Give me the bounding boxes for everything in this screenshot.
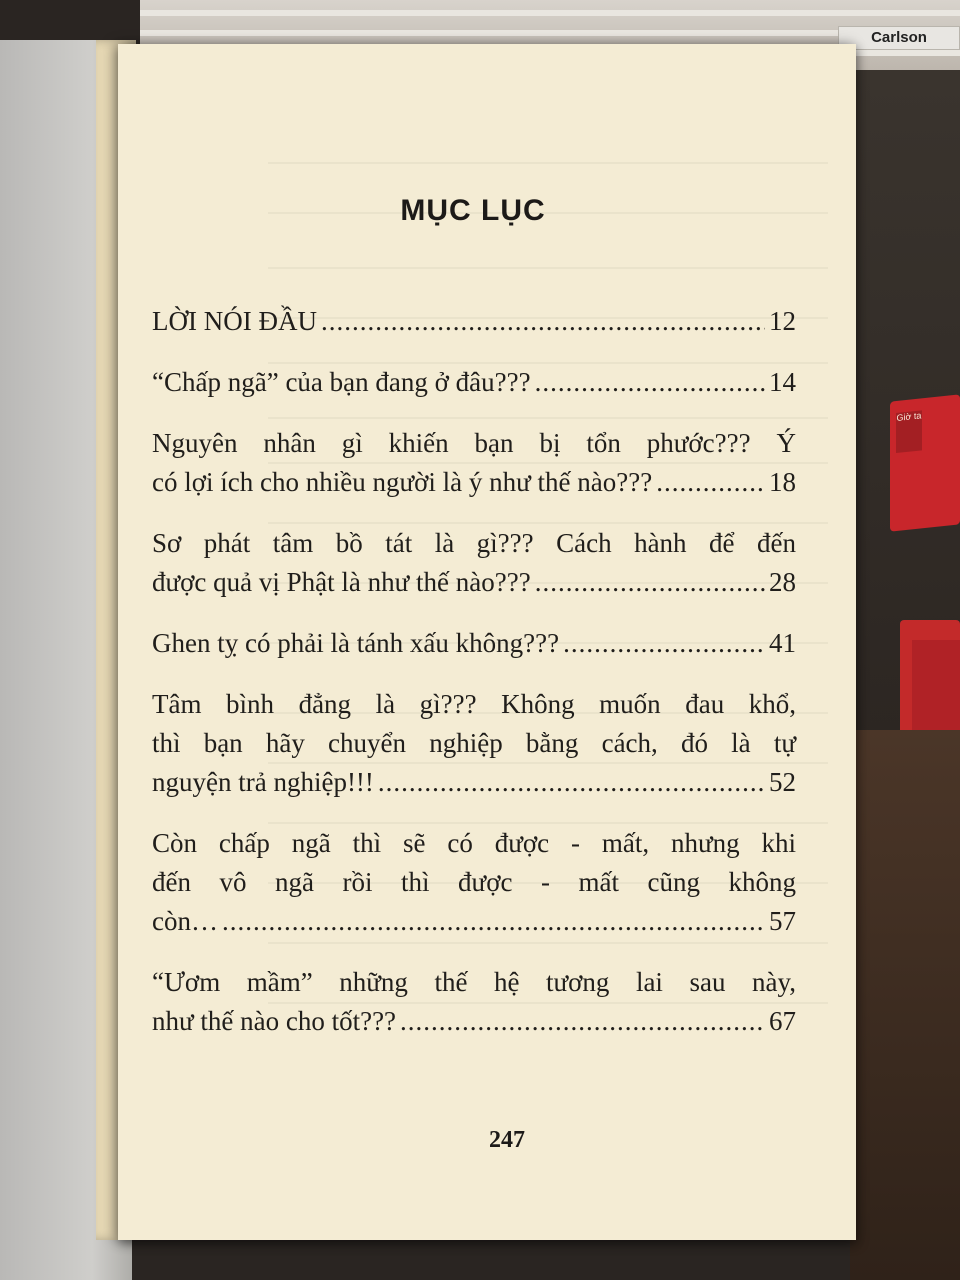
toc-page-number: 57 — [769, 906, 796, 936]
toc-title: MỤC LỤC — [400, 194, 546, 227]
toc-entry — [152, 524, 796, 602]
toc-page-number: 18 — [769, 467, 796, 497]
toc-entry-text: “Ươm mầm” những thế hệ tương lai sau này, — [152, 967, 796, 997]
dot-leader — [535, 563, 765, 602]
dot-leader — [535, 363, 765, 402]
toc-page-number: 52 — [769, 767, 796, 797]
dot-leader — [656, 463, 765, 502]
toc-entry — [152, 624, 796, 663]
toc-entry-text: như thế nào cho tốt??? — [152, 1006, 397, 1036]
toc-entry-text: Nguyên nhân gì khiến bạn bị tổn phước??? Ý — [152, 428, 796, 458]
toc-entry-text: thì bạn hãy chuyển nghiệp bằng cách, đó là tự — [152, 728, 796, 758]
toc-entry — [152, 302, 796, 341]
toc-entry-text: còn… — [152, 906, 218, 936]
toc-page-number: 67 — [769, 1006, 796, 1036]
table-of-contents — [152, 302, 796, 1063]
toc-entry-text: LỜI NÓI ĐẦU — [152, 306, 317, 336]
dot-leader — [400, 1002, 765, 1041]
dot-leader — [321, 302, 765, 341]
toc-entry-text: Còn chấp ngã thì sẽ có được - mất, nhưng khi — [152, 828, 796, 858]
book-page — [118, 44, 856, 1240]
toc-entry-text: Ghen tỵ có phải là tánh xấu không??? — [152, 628, 560, 658]
shelf-book-label: Carlson — [838, 26, 960, 50]
toc-entry-text: Sơ phát tâm bồ tát là gì??? Cách hành để đến — [152, 528, 796, 558]
dot-leader — [378, 763, 765, 802]
toc-entry — [152, 685, 796, 802]
toc-page-number: 12 — [769, 306, 796, 336]
toc-entry — [152, 824, 796, 941]
wooden-desk — [850, 730, 960, 1280]
toc-entry-text: được quả vị Phật là như thế nào??? — [152, 567, 531, 597]
toc-entry — [152, 424, 796, 502]
page-number: 247 — [489, 1127, 525, 1153]
red-box — [890, 394, 960, 531]
dot-leader — [222, 902, 765, 941]
toc-entry-text: “Chấp ngã” của bạn đang ở đâu??? — [152, 367, 531, 397]
toc-page-number: 14 — [769, 367, 796, 397]
toc-entry-text: đến vô ngã rồi thì được - mất cũng không — [152, 867, 796, 897]
toc-entry-text: Tâm bình đẳng là gì??? Không muốn đau khổ, — [152, 689, 796, 719]
toc-entry-text: có lợi ích cho nhiều người là ý như thế nào??? — [152, 467, 653, 497]
red-box-stack-inner — [912, 640, 960, 730]
toc-page-number: 28 — [769, 567, 796, 597]
toc-entry — [152, 963, 796, 1041]
dot-leader — [563, 624, 765, 663]
toc-entry — [152, 363, 796, 402]
red-box-label: Giờ ta — [896, 410, 922, 453]
toc-entry-text: nguyện trả nghiệp!!! — [152, 767, 374, 797]
toc-page-number: 41 — [769, 628, 796, 658]
